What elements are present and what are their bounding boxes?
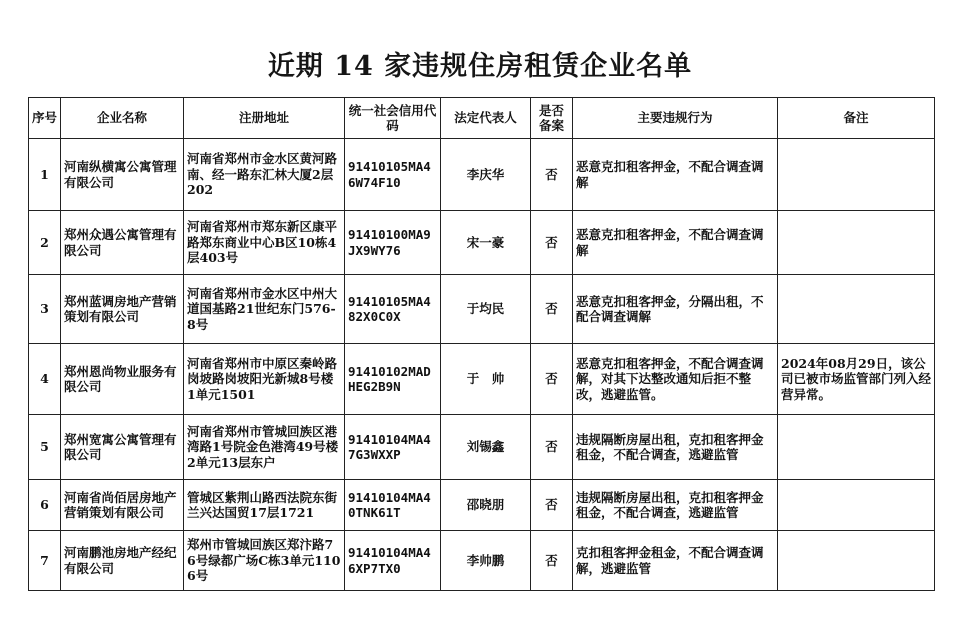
- table-row: [29, 211, 935, 275]
- note-text: [778, 415, 935, 480]
- header-name: 企业名称: [61, 98, 184, 139]
- note-text: [778, 211, 935, 275]
- header-note: 备注: [778, 98, 935, 139]
- header-code: 统一社会信用代码: [345, 98, 441, 139]
- company-name: 郑州恩尚物业服务有限公司: [61, 344, 184, 415]
- violation-text: 恶意克扣租客押金，不配合调查调解，对其下达整改通知后拒不整改，逃避监管。: [573, 344, 778, 415]
- row-num: 7: [29, 531, 61, 591]
- filed-status: 否: [531, 415, 573, 480]
- company-name: 郑州众遇公寓管理有限公司: [61, 211, 184, 275]
- violation-text: 恶意克扣租客押金，分隔出租，不配合调查调解: [573, 275, 778, 344]
- table-row: [29, 480, 935, 531]
- credit-code: 91410105MA482X0C0X: [345, 275, 441, 344]
- registered-address: 河南省郑州市金水区黄河路南、经一路东汇林大厦2层202: [184, 139, 345, 211]
- filed-status: 否: [531, 344, 573, 415]
- violation-table: [28, 97, 935, 591]
- header-address: 注册地址: [184, 98, 345, 139]
- registered-address: 河南省郑州市中原区秦岭路岗坡路岗坡阳光新城8号楼1单元1501: [184, 344, 345, 415]
- row-num: 1: [29, 139, 61, 211]
- note-text: 2024年08月29日，该公司已被市场监管部门列入经营异常。: [778, 344, 935, 415]
- table-row: [29, 275, 935, 344]
- registered-address: 郑州市管城回族区郑汴路76号绿都广场C栋3单元1106号: [184, 531, 345, 591]
- header-filed: 是否备案: [531, 98, 573, 139]
- legal-representative: 于 帅: [441, 344, 531, 415]
- company-name: 郑州宽寓公寓管理有限公司: [61, 415, 184, 480]
- violation-text: 违规隔断房屋出租，克扣租客押金租金，不配合调查，逃避监管: [573, 415, 778, 480]
- legal-representative: 刘锡鑫: [441, 415, 531, 480]
- filed-status: 否: [531, 139, 573, 211]
- table-row: [29, 415, 935, 480]
- legal-representative: 李庆华: [441, 139, 531, 211]
- company-name: 郑州蓝调房地产营销策划有限公司: [61, 275, 184, 344]
- legal-representative: 邵晓朋: [441, 480, 531, 531]
- header-rep: 法定代表人: [441, 98, 531, 139]
- violation-text: 克扣租客押金租金，不配合调查调解，逃避监管: [573, 531, 778, 591]
- table-row: [29, 344, 935, 415]
- note-text: [778, 531, 935, 591]
- credit-code: 91410105MA46W74F10: [345, 139, 441, 211]
- row-num: 4: [29, 344, 61, 415]
- table-row: [29, 139, 935, 211]
- legal-representative: 李帅鹏: [441, 531, 531, 591]
- credit-code: 91410102MADHEG2B9N: [345, 344, 441, 415]
- violation-text: 违规隔断房屋出租，克扣租客押金租金，不配合调查，逃避监管: [573, 480, 778, 531]
- credit-code: 91410100MA9JX9WY76: [345, 211, 441, 275]
- document-title: 近期 14 家违规住房租赁企业名单: [267, 51, 693, 82]
- filed-status: 否: [531, 531, 573, 591]
- credit-code: 91410104MA40TNK61T: [345, 480, 441, 531]
- note-text: [778, 139, 935, 211]
- row-num: 6: [29, 480, 61, 531]
- legal-representative: 宋一豪: [441, 211, 531, 275]
- note-text: [778, 480, 935, 531]
- filed-status: 否: [531, 480, 573, 531]
- credit-code: 91410104MA46XP7TX0: [345, 531, 441, 591]
- header-violation: 主要违规行为: [573, 98, 778, 139]
- registered-address: 河南省郑州市金水区中州大道国基路21世纪东门576-8号: [184, 275, 345, 344]
- company-name: 河南鹏池房地产经纪有限公司: [61, 531, 184, 591]
- credit-code: 91410104MA47G3WXXP: [345, 415, 441, 480]
- violation-text: 恶意克扣租客押金，不配合调查调解: [573, 139, 778, 211]
- company-name: 河南省尚佰居房地产营销策划有限公司: [61, 480, 184, 531]
- company-name: 河南纵横寓公寓管理有限公司: [61, 139, 184, 211]
- filed-status: 否: [531, 275, 573, 344]
- violation-text: 恶意克扣租客押金，不配合调查调解: [573, 211, 778, 275]
- table-header-row: [29, 98, 935, 139]
- table-row: [29, 531, 935, 591]
- row-num: 2: [29, 211, 61, 275]
- registered-address: 管城区紫荆山路西法院东街兰兴达国贸17层1721: [184, 480, 345, 531]
- header-num: 序号: [29, 98, 61, 139]
- note-text: [778, 275, 935, 344]
- row-num: 5: [29, 415, 61, 480]
- filed-status: 否: [531, 211, 573, 275]
- registered-address: 河南省郑州市郑东新区康平路郑东商业中心B区10栋4层403号: [184, 211, 345, 275]
- legal-representative: 于均民: [441, 275, 531, 344]
- row-num: 3: [29, 275, 61, 344]
- registered-address: 河南省郑州市管城回族区港湾路1号院金色港湾49号楼2单元13层东户: [184, 415, 345, 480]
